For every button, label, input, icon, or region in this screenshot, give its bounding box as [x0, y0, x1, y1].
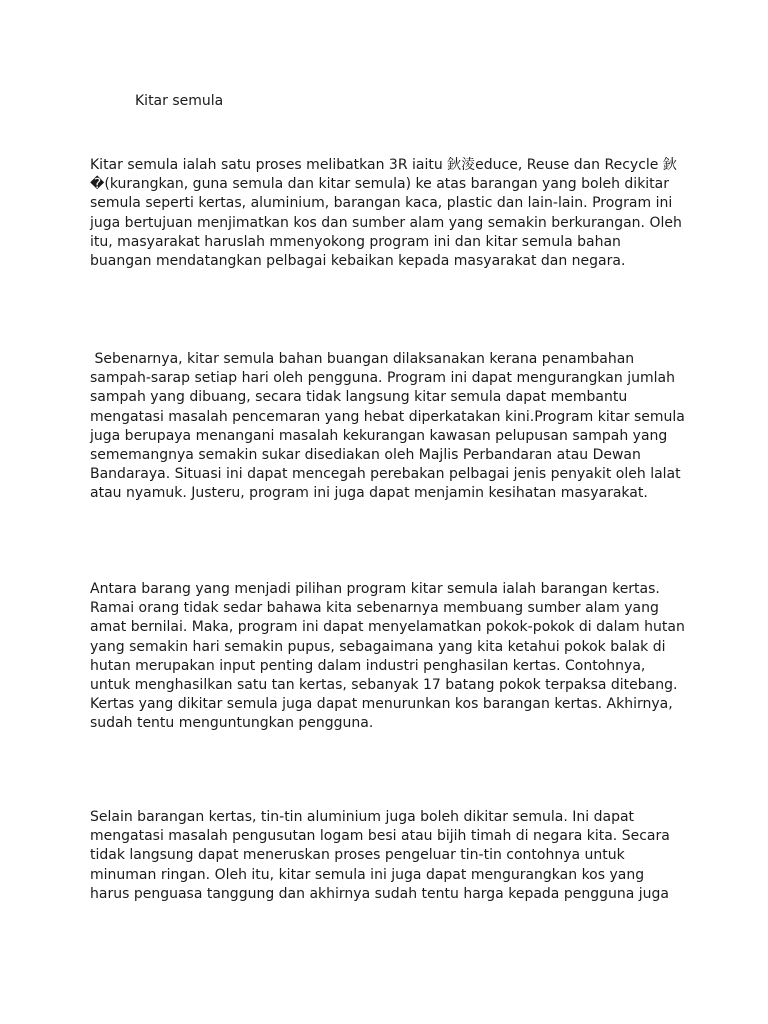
text-line: tidak langsung dapat meneruskan proses pengeluar tin-tin contohnya untuk [90, 847, 625, 864]
text-line: mengatasi masalah pengusutan logam besi atau bijih timah di negara kita. Secara [90, 828, 670, 845]
paragraph-3 [90, 580, 700, 734]
text-line: itu, masyarakat haruslah mmenyokong program ini dan kitar semula bahan [90, 233, 621, 250]
text-line: mengatasi masalah pencemaran yang hebat diperkatakan kini.Program kitar semula [90, 408, 685, 425]
text-line: Ramai orang tidak sedar bahawa kita sebenarnya membuang sumber alam yang [90, 600, 659, 617]
text-line: Sebenarnya, kitar semula bahan buangan dilaksanakan kerana penambahan [90, 351, 635, 367]
paragraph-2 [90, 350, 700, 504]
text-line: Kitar semula ialah satu proses melibatkan 3R iaitu 鈥淩educe, Reuse dan Recycle 鈥 [90, 157, 677, 173]
text-line: amat bernilai. Maka, program ini dapat menyelamatkan pokok-pokok di dalam hutan [90, 619, 685, 636]
text-line: �(kurangkan, guna semula dan kitar semula) ke atas barangan yang boleh dikitar [90, 176, 670, 193]
text-line: sememangnya semakin sukar disediakan oleh Majlis Perbandaran atau Dewan [90, 447, 641, 464]
text-line: harus penguasa tanggung dan akhirnya sudah tentu harga kepada pengguna juga [90, 885, 669, 902]
text-line: minuman ringan. Oleh itu, kitar semula ini juga dapat mengurangkan kos yang [90, 866, 645, 883]
text-line: buangan mendatangkan pelbagai kebaikan kepada masyarakat dan negara. [90, 253, 626, 270]
text-line: hutan merupakan input penting dalam industri penghasilan kertas. Contohnya, [90, 657, 646, 674]
text-line: sampah-sarap setiap hari oleh pengguna. Program ini dapat mengurangkan jumlah [90, 370, 675, 387]
text-line: Selain barangan kertas, tin-tin aluminium juga boleh dikitar semula. Ini dapat [90, 809, 635, 825]
text-line: juga berupaya menangani masalah kekurangan kawasan pelupusan sampah yang [90, 427, 668, 444]
paragraph-4 [90, 808, 700, 904]
text-line: sampah yang dibuang, secara tidak langsung kitar semula dapat membantu [90, 389, 628, 406]
text-line: yang semakin hari semakin pupus, sebagaimana yang kita ketahui pokok balak di [90, 638, 666, 655]
text-line: semula seperti kertas, aluminium, barangan kaca, plastic dan lain-lain. Program ini [90, 195, 673, 212]
text-line: sudah tentu menguntungkan pengguna. [90, 715, 374, 732]
text-line: juga bertujuan menjimatkan kos dan sumber alam yang semakin berkurangan. Oleh [90, 214, 682, 231]
text-line: untuk menghasilkan satu tan kertas, sebanyak 17 batang pokok terpaksa ditebang. [90, 677, 678, 694]
text-line: Kertas yang dikitar semula juga dapat menurunkan kos barangan kertas. Akhirnya, [90, 696, 673, 713]
document-title: Kitar semula [135, 93, 224, 109]
text-line: Antara barang yang menjadi pilihan program kitar semula ialah barangan kertas. [90, 581, 660, 597]
text-line: atau nyamuk. Justeru, program ini juga dapat menjamin kesihatan masyarakat. [90, 485, 648, 502]
paragraph-1 [90, 156, 700, 271]
text-line: Bandaraya. Situasi ini dapat mencegah perebakan pelbagai jenis penyakit oleh lalat [90, 466, 681, 483]
